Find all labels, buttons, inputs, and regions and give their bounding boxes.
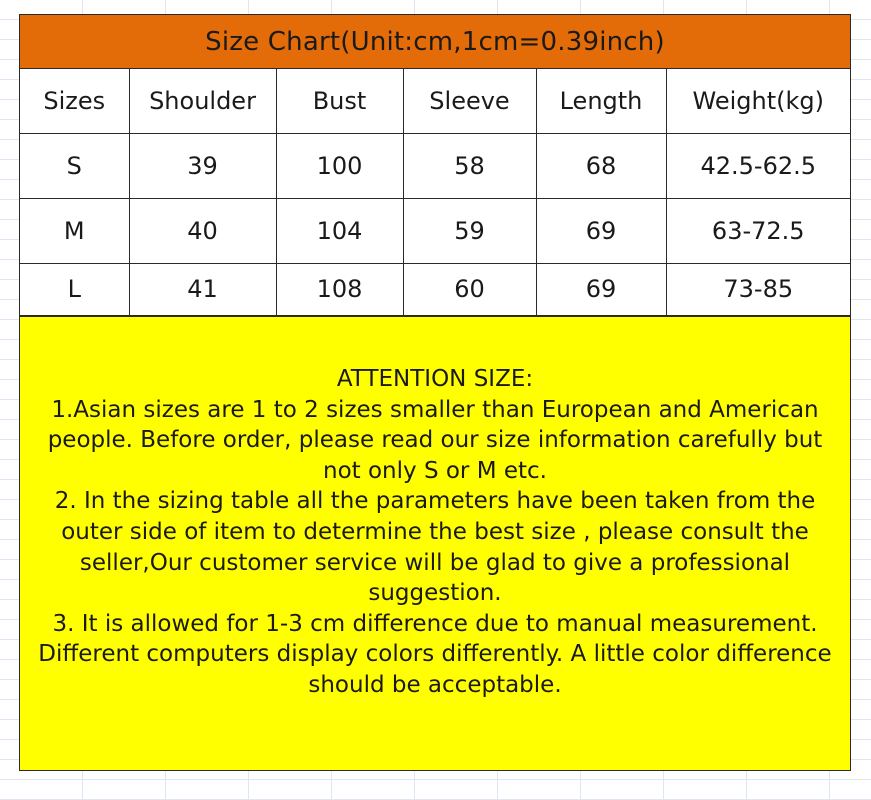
attention-heading: ATTENTION SIZE: xyxy=(336,366,534,392)
cell-weight: 42.5-62.5 xyxy=(666,133,850,198)
cell-length: 68 xyxy=(536,133,666,198)
cell-bust: 104 xyxy=(276,198,403,263)
attention-note-2: 2. In the sizing table all the parameters have been taken from the outer side of item to determine the best size , please consult the seller,Our customer service will be glad to give a professional suggestion. xyxy=(54,488,816,607)
cell-sleeve: 58 xyxy=(403,133,536,198)
cell-bust: 108 xyxy=(276,263,403,315)
size-chart xyxy=(19,14,851,771)
cell-weight: 63-72.5 xyxy=(666,198,850,263)
header-weight: Weight(kg) xyxy=(666,69,850,133)
cell-shoulder: 41 xyxy=(129,263,276,315)
cell-weight: 73-85 xyxy=(666,263,850,315)
cell-shoulder: 39 xyxy=(129,133,276,198)
attention-notice xyxy=(20,316,850,770)
cell-size: M xyxy=(20,198,129,263)
table-row-m xyxy=(20,198,850,263)
header-sleeve: Sleeve xyxy=(403,69,536,133)
header-shoulder: Shoulder xyxy=(129,69,276,133)
size-table xyxy=(20,69,850,316)
table-row-l xyxy=(20,263,850,315)
attention-note-1: 1.Asian sizes are 1 to 2 sizes smaller than European and American people. Before order, please read our size information carefully but not only S or M etc. xyxy=(47,396,823,484)
cell-size: S xyxy=(20,133,129,198)
size-chart-title: Size Chart(Unit:cm,1cm=0.39inch) xyxy=(20,15,850,69)
cell-length: 69 xyxy=(536,263,666,315)
attention-note-3: 3. It is allowed for 1-3 cm difference due to manual measurement. Different computers display colors differently. A little color difference should be acceptable. xyxy=(38,610,832,698)
header-sizes: Sizes xyxy=(20,69,129,133)
cell-length: 69 xyxy=(536,198,666,263)
table-header-row xyxy=(20,69,850,133)
cell-bust: 100 xyxy=(276,133,403,198)
cell-shoulder: 40 xyxy=(129,198,276,263)
cell-sleeve: 60 xyxy=(403,263,536,315)
cell-size: L xyxy=(20,263,129,315)
cell-sleeve: 59 xyxy=(403,198,536,263)
header-bust: Bust xyxy=(276,69,403,133)
header-length: Length xyxy=(536,69,666,133)
table-row-s xyxy=(20,133,850,198)
